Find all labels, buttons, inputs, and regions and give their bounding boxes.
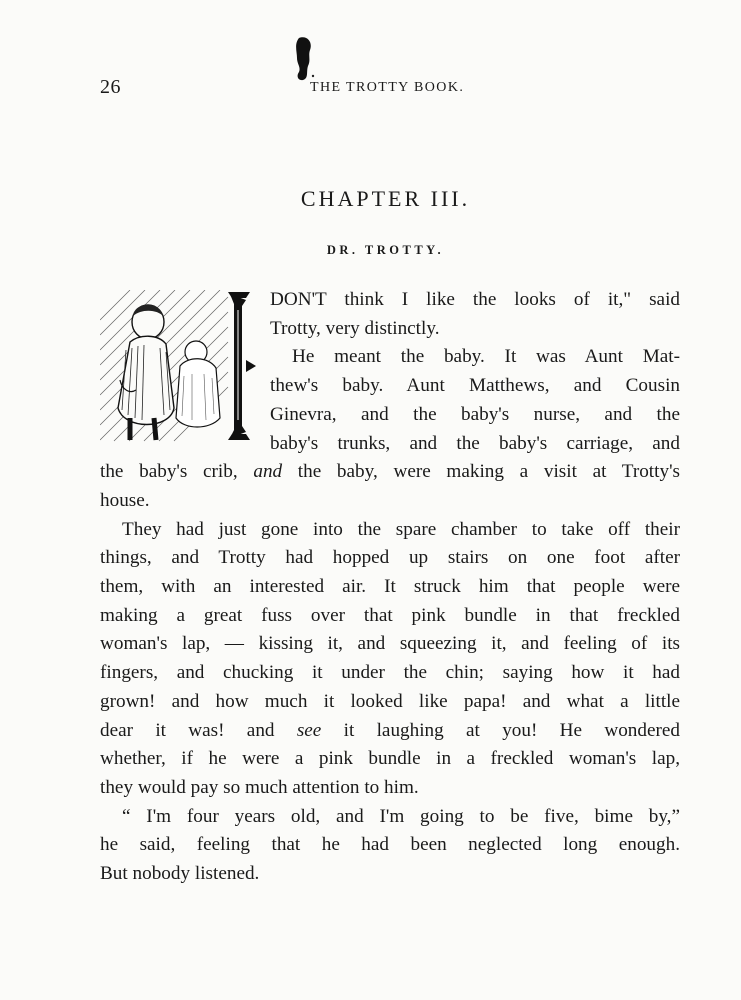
drop-cap-text: I [100,290,101,291]
paragraph-1 [100,286,680,343]
text-line: whether, if he were a pink bundle in a freckled woman's lap, [100,748,680,770]
text-line: baby's trunks, and the baby's carriage, and [270,432,680,454]
paragraph-2 [100,343,680,515]
text-segment: the baby, were making a visit at Trotty's [282,461,680,483]
page-number: 26 [100,76,121,98]
ink-blot-mark [293,36,315,82]
chapter-subtitle: DR. TROTTY. [326,243,445,257]
text-line: But nobody listened. [100,863,260,885]
text-line: making a great fuss over that pink bundle in that freckled [100,604,680,626]
text-line: house. [100,489,150,511]
paragraph-3 [100,516,680,803]
text-line: DON'T think I like the looks of it," said [270,289,680,310]
paragraph-4 [100,803,680,889]
text-line: grown! and how much it looked like papa! and what a little [100,690,680,712]
text-line: Trotty, very distinctly. [270,317,440,339]
chapter-title: CHAPTER III. [300,186,471,211]
text-segment: it laughing at you! He wondered [321,719,680,741]
text-line: They had just gone into the spare chamber to take off their [122,518,680,540]
text-line: they would pay so much attention to him. [100,776,419,798]
emphasis-text: and [253,461,283,483]
text-line: he said, feeling that he had been neglected long enough. [100,834,680,856]
text-line: woman's lap, — kissing it, and squeezing it, and feeling of its [100,633,680,655]
text-segment: dear it was! and [100,719,297,741]
text-line: things, and Trotty had hopped up stairs on one foot after [100,547,680,569]
running-head: THE TROTTY BOOK. [310,80,465,95]
text-line: He meant the baby. It was Aunt Mat- [292,346,680,368]
text-segment: the baby's crib, [100,461,254,483]
text-line: them, with an interested air. It struck him that people were [100,576,680,598]
text-line [100,717,680,746]
text-line: Ginevra, and the baby's nurse, and the [270,403,680,425]
page-header [100,76,680,104]
body-text [100,286,680,889]
emphasis-text: see [296,719,322,741]
text-line: thew's baby. Aunt Matthews, and Cousin [270,375,680,397]
text-line: “ I'm four years old, and I'm going to be five, bime by,” [122,805,680,827]
text-line: fingers, and chucking it under the chin; saying how it had [100,662,680,684]
text-line [100,458,680,487]
